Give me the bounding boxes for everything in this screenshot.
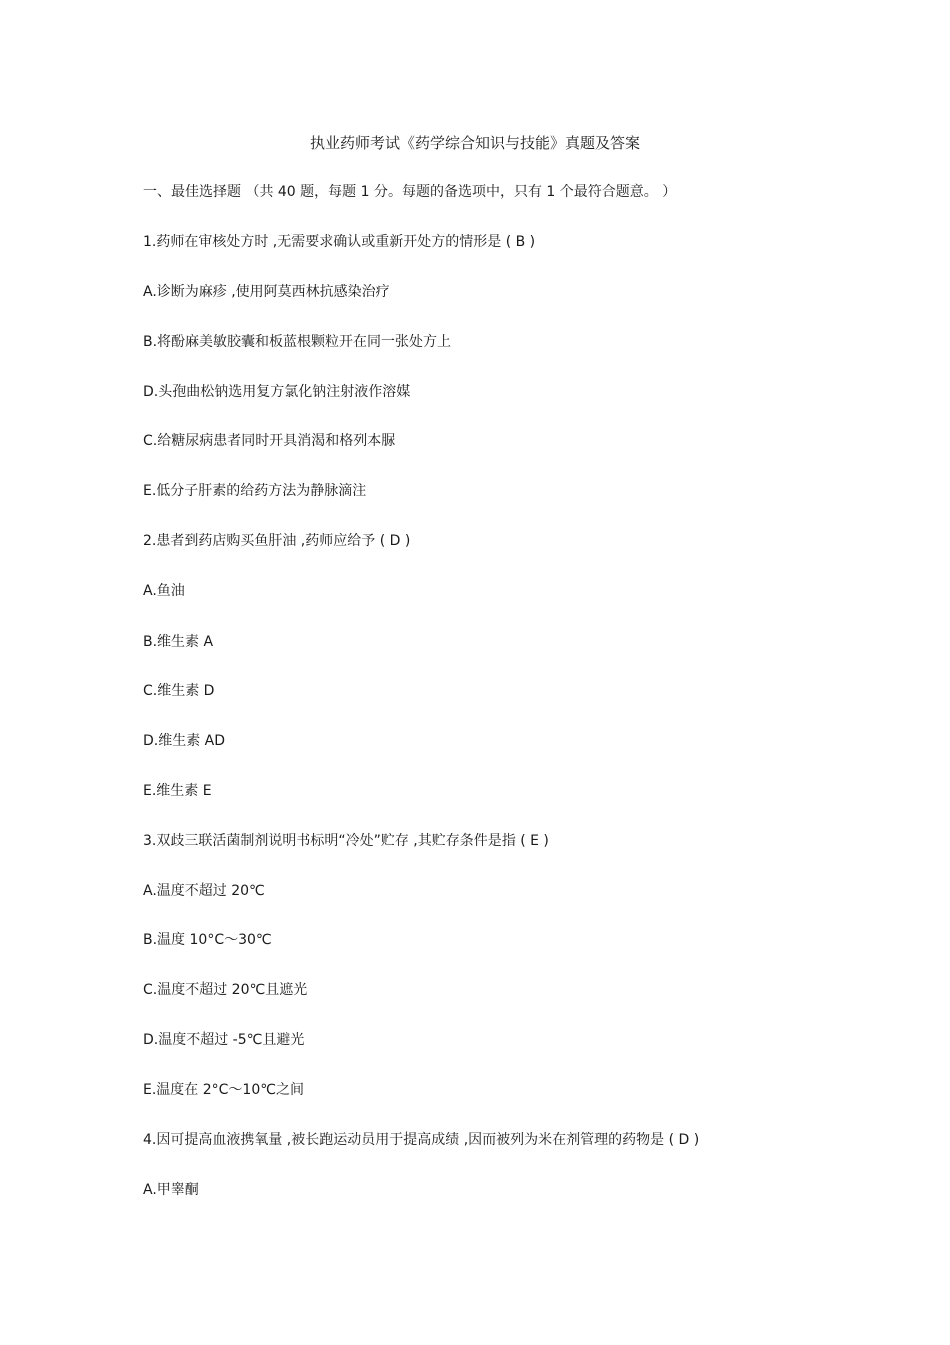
- question-3-option: A.温度不超过 20℃: [143, 883, 265, 899]
- question-4-option: A.甲睾酮: [143, 1182, 199, 1198]
- question-1-stem: 1.药师在审核处方时 ,无需要求确认或重新开处方的情形是 ( B ): [143, 234, 536, 250]
- question-2-option: D.维生素 AD: [143, 733, 226, 749]
- document-title: 执业药师考试《药学综合知识与技能》真题及答案: [309, 134, 640, 152]
- question-2-option: C.维生素 D: [143, 683, 215, 699]
- question-4-stem: 4.因可提高血液携氧量 ,被长跑运动员用于提高成绩 ,因而被列为米在剂管理的药物是 ( D ): [143, 1132, 700, 1148]
- question-2-option: A.鱼油: [143, 583, 185, 599]
- question-1-option: B.将酚麻美敏胶囊和板蓝根颗粒开在同一张处方上: [143, 334, 452, 350]
- section-heading: 一、最佳选择题 （共 40 题，每题 1 分。每题的备选项中，只有 1 个最符合题意。 ）: [143, 184, 677, 200]
- question-2-option: B.维生素 A: [143, 634, 214, 650]
- question-3-option: C.温度不超过 20℃且遮光: [143, 982, 308, 998]
- question-2-stem: 2.患者到药店购买鱼肝油 ,药师应给予 ( D ): [143, 533, 411, 549]
- question-1-option: A.诊断为麻疹 ,使用阿莫西林抗感染治疗: [143, 284, 390, 300]
- question-1-option: C.给糖尿病患者同时开具消渴和格列本脲: [143, 433, 396, 449]
- question-3-option: D.温度不超过 -5℃且避光: [143, 1032, 305, 1048]
- question-3-stem: 3.双歧三联活菌制剂说明书标明“冷处”贮存 ,其贮存条件是指 ( E ): [143, 833, 549, 849]
- question-1-option: D.头孢曲松钠选用复方氯化钠注射液作溶媒: [143, 384, 411, 400]
- question-3-option: B.温度 10°C～30℃: [143, 932, 272, 948]
- question-1-option: E.低分子肝素的给药方法为静脉滴注: [143, 483, 367, 499]
- question-3-option: E.温度在 2°C～10℃之间: [143, 1082, 304, 1098]
- question-2-option: E.维生素 E: [143, 783, 212, 799]
